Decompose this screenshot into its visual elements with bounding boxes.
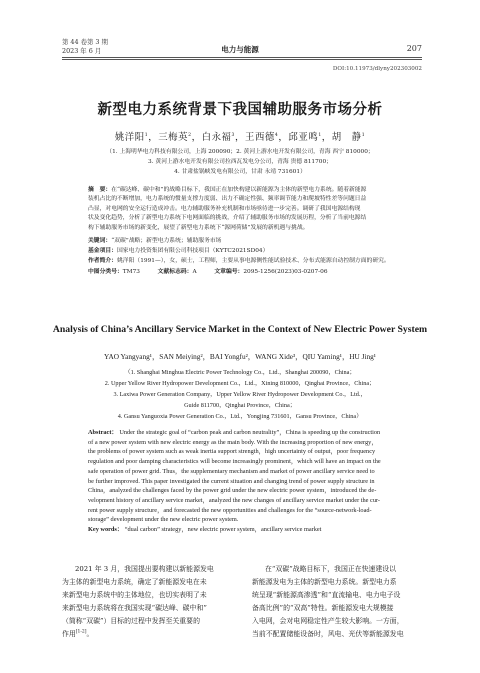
bio-text: 姚洋阳（1991—），女，硕士，工程师，主要从事电源侧性能试验技术、分布式能源自动控制方面的研究。 — [117, 258, 390, 264]
author-list-cn: 姚洋阳$^1$，三梅英$^2$，白永福$^3$，王西德$^4$，邱亚鸣$^1$，胡 静$^1$ — [114, 132, 366, 143]
clc-label: 中图分类号： — [88, 269, 123, 275]
classification-info — [88, 266, 408, 275]
header-rule — [62, 57, 422, 58]
author-sup: 2 — [188, 132, 192, 138]
abstract-line: rent power supply structure，and forecasted the new opportunities and challenges for the “source-network-load- — [88, 506, 372, 514]
abstract-line — [88, 428, 394, 438]
author-bio — [88, 255, 408, 264]
body-line: 新能源发电为主体的新型电力系统。新型电力系 — [252, 577, 397, 586]
body-line: 统呈现“新能源高渗透”和“直流输电、电力电子设 — [252, 590, 401, 599]
abstract-cn — [88, 186, 394, 233]
paper-title-cn: 新型电力系统背景下我国辅助服务市场分析 — [97, 102, 383, 118]
abstract-line: storage” development under the new electric power system. — [88, 516, 239, 524]
abstract-line: velopment history of ancillary service market，analyzed the new changes of ancillary service market under the cur- — [88, 496, 381, 504]
doi: DOI:10.11973/dlyny202303002 — [332, 66, 422, 72]
abstract-line: regulation and poor damping characteristics will become increasingly prominent，which will have an impact on the — [88, 458, 381, 466]
paper-title-en: Analysis of China’s Ancillary Service Market in the Context of New Electric Power System — [52, 324, 428, 335]
abstract-line — [88, 186, 394, 195]
author-sup: 3 — [231, 132, 235, 138]
fund-text: 国家电力投资集团有限公司科技项目（KYTC2021SD04） — [117, 248, 269, 254]
fund-label: 基金项目： — [88, 248, 117, 254]
doc-code-label: 文献标志码： — [157, 269, 193, 275]
author-name: 姚洋阳 — [114, 132, 145, 143]
abstract-line: China，analyzed the challenges faced by the power grid under the new electric power system，introduced the de- — [88, 487, 377, 495]
affiliation-line: 4. 甘肃盐锅峡发电有限公司，甘肃 永靖 731601） — [174, 169, 306, 175]
article-number-value: 2095-1256(2023)03-0207-06 — [243, 269, 328, 275]
fund-info — [88, 245, 408, 254]
clc-value: TM73 — [122, 269, 140, 275]
abstract-line: safe operation of power grid. Thus，the supplementary mechanism and market of power ancillary service need to — [88, 467, 375, 475]
author-name: 胡 静 — [331, 132, 362, 143]
affiliation-line-en: Guide 811700，Qinghai Province，China； — [184, 402, 296, 409]
affiliation-line-en: 3. Laxiwa Power Generation Company，Upper Yellow River Hydropower Development Co.，Ltd.， — [113, 391, 367, 398]
abstract-line: of a new power system with new electric energy as the main body. With the increasing proportion of new energy， — [88, 438, 378, 446]
abstract-line: 凸显，对电网的安全运行造成冲击。电力辅助服务补充机制和市场亟待进一步完善。调研了我国电源结构现 — [88, 205, 361, 212]
author-sup: 4 — [274, 132, 279, 138]
author-sup: 1 — [361, 132, 366, 138]
body-line: 作用[1-2]。 — [62, 629, 94, 638]
abstract-line: 构下辅助服务市场的新变化，展望了新型电力系统下“源网荷储”发展的新机遇与挑战。 — [88, 224, 309, 231]
affiliation-line-en: （1. Shanghai Minghua Electric Power Technology Co.，Ltd.，Shanghai 200090，China； — [124, 369, 356, 376]
page-number: 207 — [406, 44, 422, 53]
body-column-left — [62, 563, 232, 640]
volume-number: 第 44 卷第 3 期 — [62, 38, 108, 46]
abstract-en — [88, 428, 394, 535]
keywords-en — [88, 525, 394, 535]
abstract-label: Abstract： — [88, 429, 118, 436]
keywords-text: “双碳”战略；新型电力系统；辅助服务市场 — [111, 238, 222, 244]
journal-name: 电力与能源 — [221, 45, 259, 54]
abstract-line: 装机占比的不断增加，电力系统的惯量支撑力度弱、出力不确定性强、频率调节能力和爬坡特性差等问题日益 — [88, 196, 367, 203]
keywords-cn — [88, 235, 408, 244]
author-name: 王西德 — [244, 132, 275, 143]
header-rule-thin — [62, 59, 422, 60]
citation: [1-2] — [75, 629, 87, 635]
abstract-line: 状及变化趋势，分析了新型电力系统下电网面临的挑战，介绍了辅助服务市场的发展历程，分析了当前电源结 — [88, 215, 367, 222]
body-line: 当前不配置储能设备时，风电、光伏等新能源发电 — [252, 629, 404, 638]
abstract-line: be further improved. This paper investigated the current situation and changing trend of power supply structure in — [88, 477, 375, 485]
author-list-en: YAO Yangyang¹，SAN Meiying²，BAI Yongfu²，WANG Xide³，QIU Yaming¹，HU Jing¹ — [104, 352, 376, 361]
affiliation-line-en: 2. Upper Yellow River Hydropower Development Co.，Ltd.，Xining 810000，Qinghai Province，China； — [104, 380, 376, 387]
abstract-text: Under the strategic goal of “carbon peak and carbon neutrality”，China is speeding up the construction — [119, 429, 381, 436]
author-sup: 1 — [318, 132, 322, 138]
doc-code-value: A — [192, 269, 197, 275]
body-line: 来新型电力系统中的主体地位，也切实表明了未 — [62, 590, 207, 599]
abstract-text: 在“碳达峰、碳中和”的战略目标下，我国正在加快构建以新能源为主体的新型电力系统。随着新能源 — [111, 187, 367, 193]
body-column-right — [252, 563, 422, 640]
body-line: 为主体的新型电力系统，确定了新能源发电在未 — [62, 577, 207, 586]
affiliation-line-en: 4. Gansu Yanguoxia Power Generation Co.，Ltd.，Yongjing 731601，Gansu Province，China） — [117, 413, 363, 420]
body-line: 入电网，会对电网稳定性产生较大影响。一方面， — [252, 616, 404, 625]
body-text: 作用 — [62, 629, 76, 638]
body-line: 备高比例”的“双高”特性。新能源发电大规模接 — [252, 603, 394, 612]
keywords-text: “dual carbon” strategy，new electric power system，ancillary service market — [124, 526, 322, 534]
affiliation-line: 3. 黄河上游水电开发有限公司拉西瓦发电分公司，青海 贵德 811700； — [148, 159, 332, 165]
author-name: 三梅英 — [158, 132, 189, 143]
keywords-label: Key words： — [88, 526, 124, 534]
keywords-label: 关键词： — [88, 238, 112, 244]
abstract-line: the problems of power system such as weak inertia support strength，high uncertainty of output，poor frequency — [88, 448, 376, 456]
article-number-label: 文章编号： — [214, 269, 244, 275]
body-line: 在“双碳”战略目标下，我国正在快速建设以 — [265, 565, 397, 573]
author-name: 邱亚鸣 — [288, 132, 319, 143]
abstract-label: 摘 要： — [88, 187, 112, 193]
affiliation-line: （1. 上海明华电力科技有限公司，上海 200090；2. 黄河上游水电开发有限公司，青海 西宁 810000； — [106, 149, 374, 155]
body-line: 2021 年 3 月，我国提出要构建以新能源发电 — [75, 565, 214, 573]
bio-label: 作者简介： — [88, 258, 117, 264]
author-name: 白永福 — [201, 132, 232, 143]
author-sup: 1 — [144, 132, 149, 138]
body-line: 来新型电力系统将在我国实现“碳达峰、碳中和” — [62, 603, 207, 612]
body-line: （简称“双碳”）目标的过程中发挥至关重要的 — [62, 616, 200, 625]
issue-date: 2023 年 6 月 — [62, 46, 102, 55]
